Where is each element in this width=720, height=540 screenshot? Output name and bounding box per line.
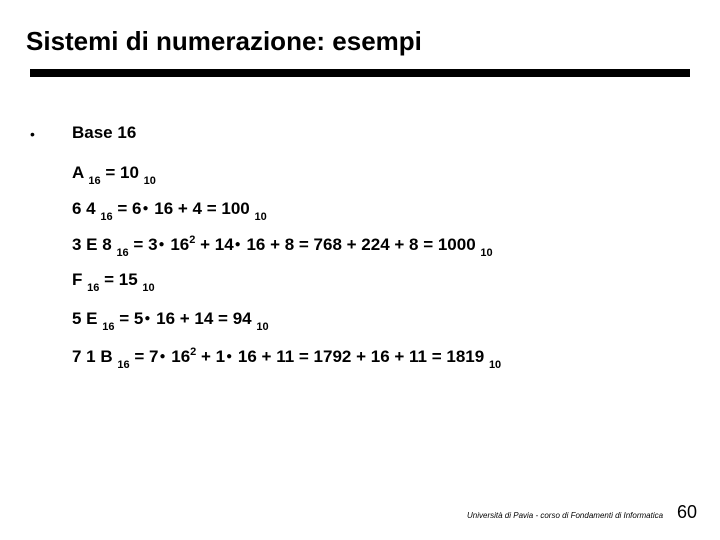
expression-text: 16 + 4 = 100: [154, 199, 250, 218]
multiply-dot: ●: [234, 239, 241, 250]
expression-text: 16 + 8 = 768 + 224 + 8 = 1000: [246, 235, 476, 254]
expression-text: = 3: [133, 235, 158, 254]
multiply-dot: ●: [226, 351, 233, 362]
expression-text: 16: [171, 347, 191, 366]
example-line: [72, 309, 269, 333]
example-line: [72, 270, 155, 294]
multiply-dot: ●: [159, 351, 166, 362]
expression-text: + 1: [201, 347, 226, 366]
expression-text: 16 + 14 = 94: [156, 309, 252, 328]
base-subscript: 16: [100, 211, 113, 223]
base-subscript: 16: [117, 359, 130, 371]
hex-value: F: [72, 270, 83, 289]
base-subscript: 10: [142, 282, 155, 294]
expression-text: 16 + 11 = 1792 + 16 + 11 = 1819: [237, 347, 485, 366]
base-subscript: 10: [256, 321, 269, 333]
result-text: = 15: [104, 270, 138, 289]
example-line: [72, 199, 267, 223]
expression-text: 16: [170, 235, 190, 254]
slide-title: Sistemi di numerazione: esempi: [26, 26, 422, 56]
exponent: 2: [189, 234, 196, 246]
base-subscript: 16: [87, 282, 100, 294]
expression-text: = 6: [117, 199, 142, 218]
page-number: 60: [677, 502, 698, 522]
base-subscript: 10: [143, 175, 156, 187]
hex-value: 7 1 B: [72, 347, 113, 366]
expression-text: + 14: [200, 235, 234, 254]
expression-text: = 5: [119, 309, 144, 328]
expression-text: = 7: [134, 347, 159, 366]
base-subscript: 16: [88, 175, 101, 187]
base-subscript: 10: [488, 359, 502, 371]
base-subscript: 16: [102, 321, 115, 333]
base-subscript: 16: [116, 247, 129, 259]
bullet-heading: Base 16: [72, 123, 137, 142]
result-text: = 10: [105, 163, 139, 182]
example-line: [72, 234, 493, 259]
multiply-dot: ●: [142, 203, 149, 214]
hex-value: 5 E: [72, 309, 98, 328]
hex-value: 6 4: [72, 199, 96, 218]
hex-value: A: [72, 163, 84, 182]
bullet-marker: •: [30, 126, 35, 142]
example-line: [72, 163, 156, 187]
title-underline: [30, 69, 690, 77]
example-line: [72, 346, 501, 371]
base-subscript: 10: [480, 247, 493, 259]
hex-value: 3 E 8: [72, 235, 112, 254]
multiply-dot: ●: [158, 239, 165, 250]
footer-text: Università di Pavia - corso di Fondamenti di Informatica: [467, 511, 664, 520]
exponent: 2: [190, 346, 197, 358]
base-subscript: 10: [254, 211, 267, 223]
multiply-dot: ●: [144, 313, 151, 324]
